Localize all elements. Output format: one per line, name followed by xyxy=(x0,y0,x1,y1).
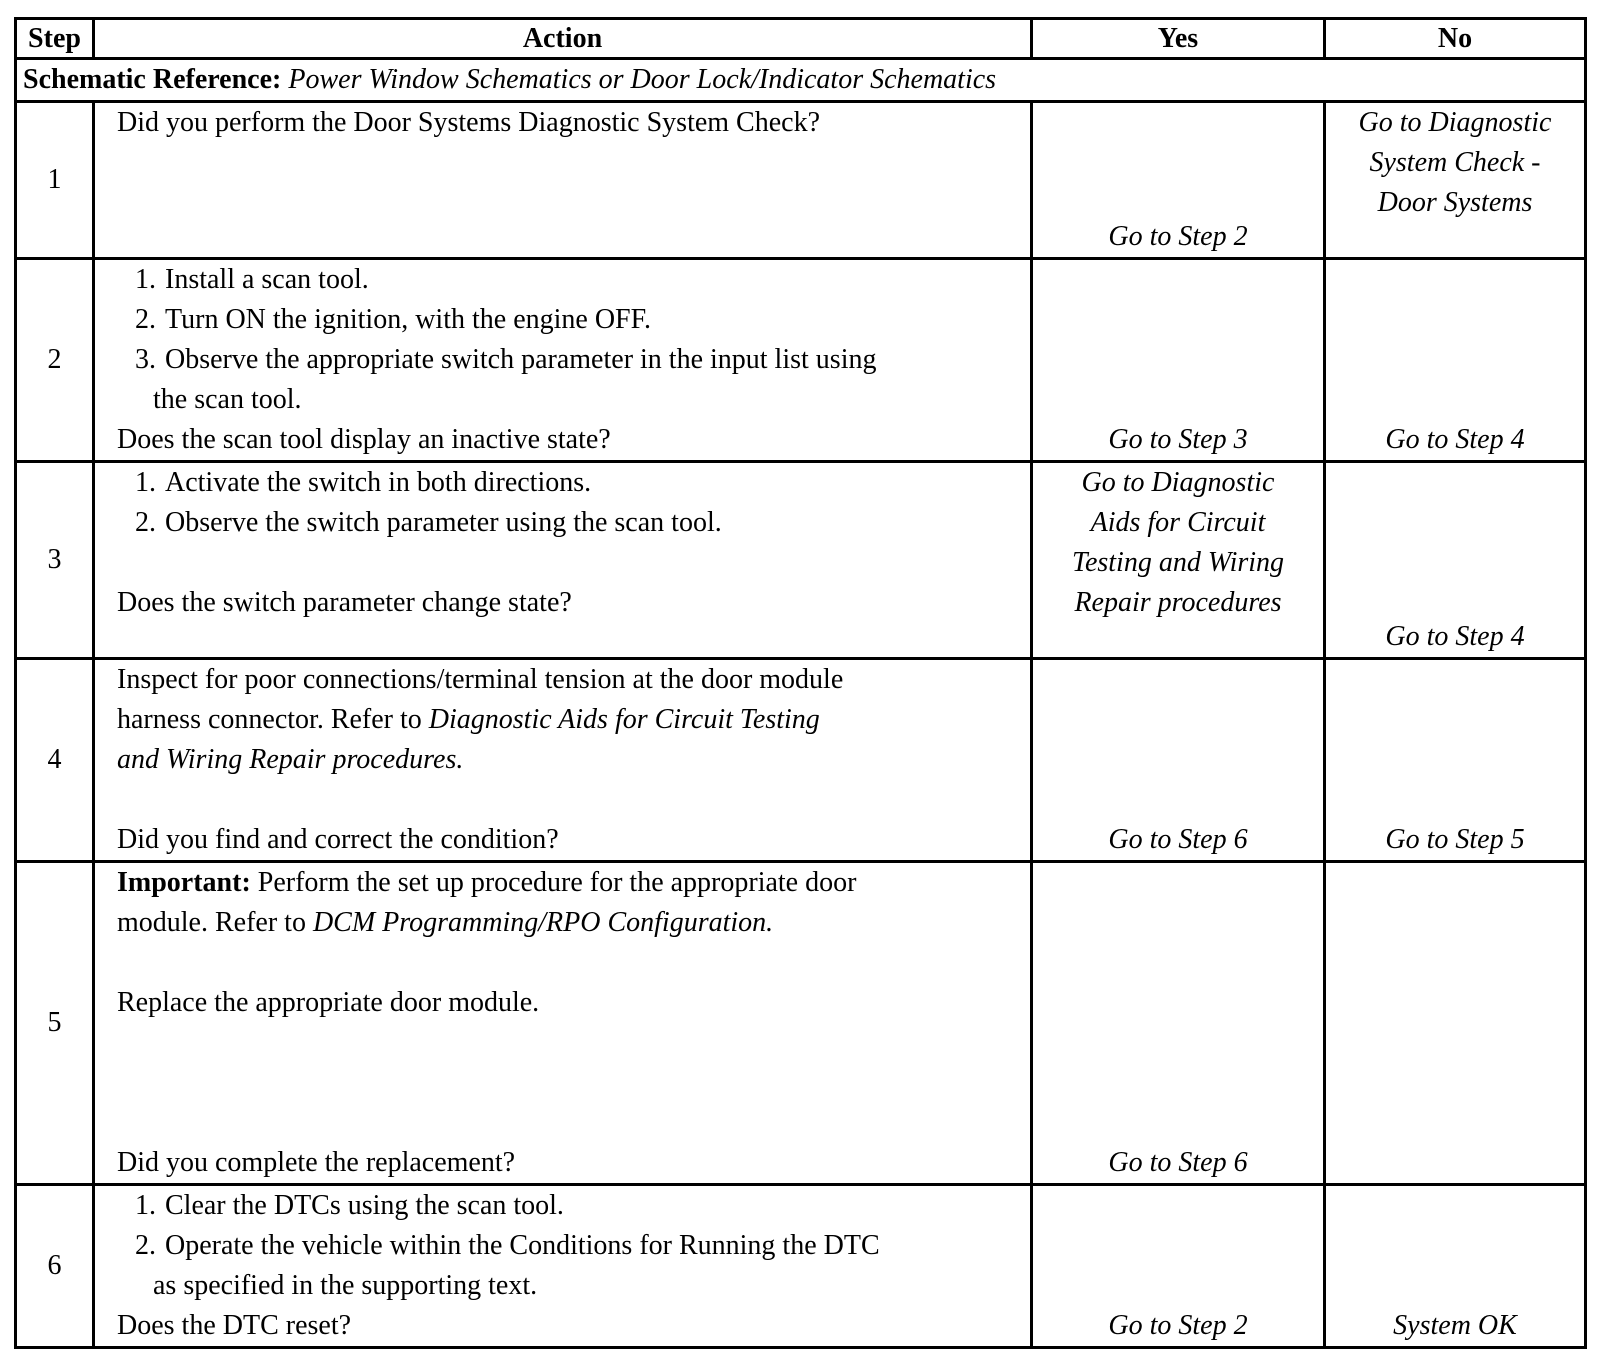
yes-cell xyxy=(1032,659,1325,862)
yes-link-line: Repair procedures xyxy=(1074,587,1282,618)
yes-link[interactable]: Go to Step 3 xyxy=(1108,424,1248,455)
table-row xyxy=(16,862,1586,1185)
no-link-line: Door Systems xyxy=(1377,187,1533,218)
action-cell xyxy=(94,259,1032,462)
yes-link-line: Aids for Circuit xyxy=(1090,507,1266,538)
schematic-reference xyxy=(16,59,1586,102)
step-number: 4 xyxy=(16,659,94,862)
no-link[interactable]: Go to Step 5 xyxy=(1385,824,1525,855)
list-text: Observe the switch parameter using the scan tool. xyxy=(165,507,722,538)
step-number: 3 xyxy=(16,462,94,659)
action-question: Did you perform the Door Systems Diagnostic System Check? xyxy=(117,107,821,138)
yes-cell xyxy=(1032,1185,1325,1348)
action-text-plain: module. Refer to xyxy=(117,907,313,938)
action-cell xyxy=(94,102,1032,259)
action-cell xyxy=(94,659,1032,862)
list-number: 1. xyxy=(135,467,156,498)
no-link-line: System Check - xyxy=(1369,147,1541,178)
schematic-reference-link[interactable]: Power Window Schematics or Door Lock/Indicator Schematics xyxy=(288,64,997,95)
action-question: Does the DTC reset? xyxy=(117,1310,352,1341)
header-row xyxy=(16,19,1586,59)
header-step: Step xyxy=(16,19,94,59)
yes-link-line: Go to Diagnostic xyxy=(1081,467,1275,498)
list-item xyxy=(117,1186,1020,1226)
yes-link[interactable] xyxy=(1033,463,1323,623)
list-number: 2. xyxy=(135,304,156,335)
no-link[interactable]: Go to Step 4 xyxy=(1385,621,1525,652)
table-row xyxy=(16,259,1586,462)
step-number: 2 xyxy=(16,259,94,462)
schematic-reference-label: Schematic Reference: xyxy=(23,64,282,95)
no-cell xyxy=(1325,659,1586,862)
list-item xyxy=(117,260,1020,300)
reference-link[interactable]: Diagnostic Aids for Circuit Testing xyxy=(428,704,820,735)
action-question: Did you find and correct the condition? xyxy=(117,824,559,855)
table-row xyxy=(16,462,1586,659)
action-question: Did you complete the replacement? xyxy=(117,1147,516,1178)
yes-cell xyxy=(1032,259,1325,462)
no-cell xyxy=(1325,259,1586,462)
action-text xyxy=(117,740,1020,780)
step-number: 1 xyxy=(16,102,94,259)
yes-cell xyxy=(1032,462,1325,659)
list-item-continuation: the scan tool. xyxy=(153,384,302,415)
no-status: System OK xyxy=(1393,1310,1517,1341)
no-link[interactable] xyxy=(1326,103,1584,223)
list-text: Turn ON the ignition, with the engine OFF. xyxy=(165,304,651,335)
no-link-line: Go to Diagnostic xyxy=(1358,107,1552,138)
yes-cell xyxy=(1032,102,1325,259)
no-cell xyxy=(1325,1185,1586,1348)
no-cell xyxy=(1325,102,1586,259)
reference-link[interactable]: and Wiring Repair procedures. xyxy=(117,744,464,775)
yes-link[interactable]: Go to Step 2 xyxy=(1108,1310,1248,1341)
action-text-plain: Perform the set up procedure for the appropriate door xyxy=(250,867,857,898)
yes-link[interactable]: Go to Step 6 xyxy=(1108,824,1248,855)
yes-cell xyxy=(1032,862,1325,1185)
step-number: 5 xyxy=(16,862,94,1185)
list-item xyxy=(117,1226,1020,1266)
step-number: 6 xyxy=(16,1185,94,1348)
schematic-reference-row xyxy=(16,59,1586,102)
action-instruction: Replace the appropriate door module. xyxy=(117,987,540,1018)
action-text xyxy=(117,863,1020,903)
action-text-plain: harness connector. Refer to xyxy=(117,704,429,735)
list-item xyxy=(117,340,1020,380)
action-question: Does the scan tool display an inactive state? xyxy=(117,424,611,455)
action-cell xyxy=(94,462,1032,659)
reference-link[interactable]: DCM Programming/RPO Configuration. xyxy=(312,907,774,938)
table-row xyxy=(16,1185,1586,1348)
header-no: No xyxy=(1325,19,1586,59)
action-text: Inspect for poor connections/terminal tension at the door module xyxy=(117,664,844,695)
diagnostic-table xyxy=(14,17,1587,1349)
list-number: 3. xyxy=(135,344,156,375)
list-item xyxy=(117,463,1020,503)
yes-link[interactable]: Go to Step 2 xyxy=(1108,221,1248,252)
yes-link[interactable]: Go to Step 6 xyxy=(1108,1147,1248,1178)
table-row xyxy=(16,102,1586,259)
important-label: Important: xyxy=(117,867,251,898)
action-question: Does the switch parameter change state? xyxy=(117,587,572,618)
action-text xyxy=(117,903,1020,943)
action-cell xyxy=(94,862,1032,1185)
list-text: Activate the switch in both directions. xyxy=(165,467,592,498)
list-text: Install a scan tool. xyxy=(165,264,369,295)
list-text: Clear the DTCs using the scan tool. xyxy=(165,1190,564,1221)
list-number: 1. xyxy=(135,1190,156,1221)
no-link[interactable]: Go to Step 4 xyxy=(1385,424,1525,455)
no-cell xyxy=(1325,462,1586,659)
no-cell xyxy=(1325,862,1586,1185)
header-action: Action xyxy=(94,19,1032,59)
list-number: 2. xyxy=(135,1230,156,1261)
list-item xyxy=(117,300,1020,340)
list-item-continuation: as specified in the supporting text. xyxy=(153,1270,538,1301)
list-text: Observe the appropriate switch parameter in the input list using xyxy=(165,344,877,375)
table-row xyxy=(16,659,1586,862)
header-yes: Yes xyxy=(1032,19,1325,59)
list-item xyxy=(117,503,1020,543)
list-number: 2. xyxy=(135,507,156,538)
list-text: Operate the vehicle within the Conditions for Running the DTC xyxy=(165,1230,880,1261)
list-number: 1. xyxy=(135,264,156,295)
action-cell xyxy=(94,1185,1032,1348)
action-text xyxy=(117,700,1020,740)
yes-link-line: Testing and Wiring xyxy=(1071,547,1285,578)
